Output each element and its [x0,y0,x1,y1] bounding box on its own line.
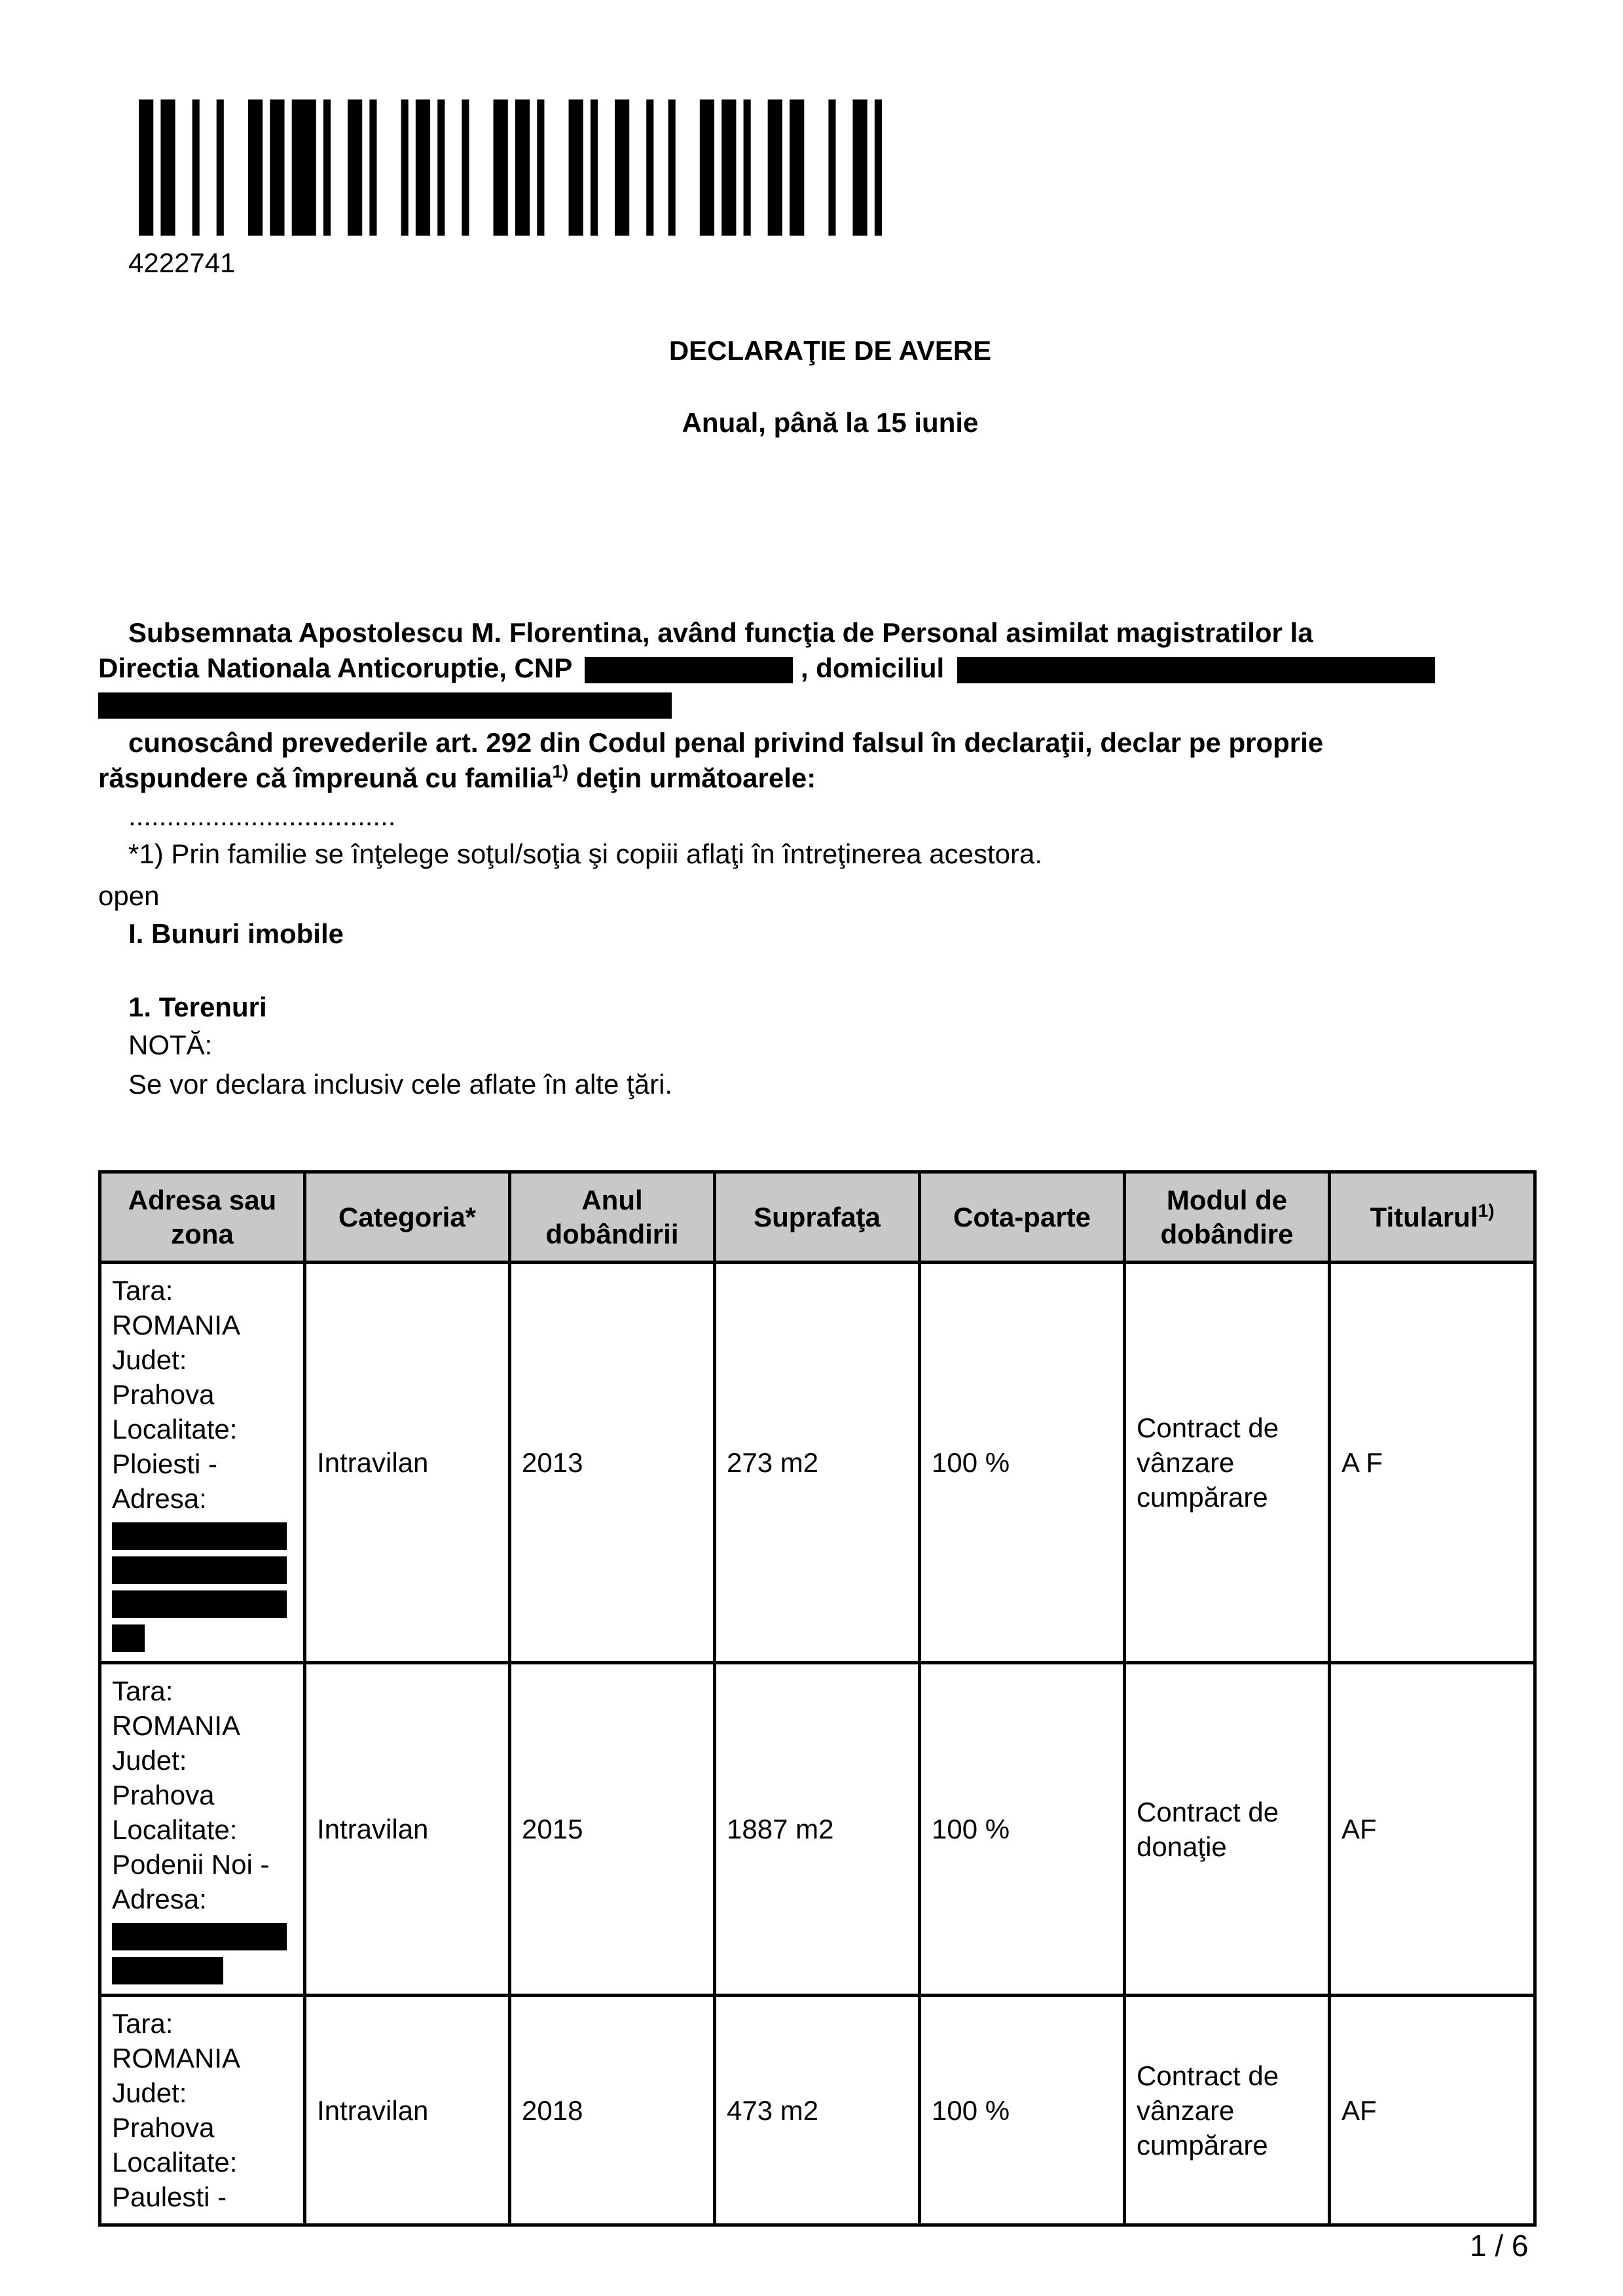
barcode-bar [401,99,409,236]
page-number: 1 / 6 [1470,2229,1529,2263]
cell-adresa [100,1263,305,1663]
header-categoria: Categoria* [305,1172,510,1263]
addr-judet: Judet: Prahova [112,1344,215,1410]
header-modul: Modul de dobândire [1125,1172,1330,1263]
cell-cota: 100 % [920,1996,1125,2225]
barcode-bar [668,99,676,236]
addr-adresa: Adresa: [112,1884,207,1914]
section-heading: I. Bunuri imobile [128,918,344,949]
dotted-line: ................................... [128,800,396,831]
header-titularul-sup: 1) [1478,1200,1495,1221]
cell-modul: Contract de donaţie [1125,1663,1330,1996]
barcode-bar [292,99,316,236]
barcode-bar [700,99,714,236]
barcode-bar [192,99,200,236]
redacted-cnp [585,657,793,683]
addr-adresa: Adresa: [112,1483,207,1514]
header-titularul [1330,1172,1535,1263]
barcode-bar [270,99,284,236]
addr-localitate: Localitate: Ploiesti - [112,1414,238,1479]
footnote-ref: 1) [552,761,569,781]
barcode-bar [537,99,544,236]
barcode-bar [615,99,629,236]
header-suprafata: Suprafaţa [715,1172,920,1263]
cell-suprafata: 1887 m2 [715,1663,920,1996]
header-cota: Cota-parte [920,1172,1125,1263]
addr-localitate: Localitate: Paulesti - [112,2147,238,2212]
barcode-bar [217,99,224,236]
redacted-street [112,1590,287,1618]
barcode [139,99,882,236]
addr-tara: Tara: ROMANIA [112,2008,241,2073]
table-row [100,1263,1535,1663]
barcode-bar [248,99,263,236]
barcode-number: 4222741 [128,247,236,278]
barcode-bar [323,99,331,236]
redacted-address [957,657,1435,683]
cell-suprafata: 473 m2 [715,1996,920,2225]
cell-categoria: Intravilan [305,1996,510,2225]
barcode-bar [515,99,530,236]
open-label: open [98,880,160,911]
cell-categoria: Intravilan [305,1663,510,1996]
cell-modul: Contract de vânzare cumpărare [1125,1263,1330,1663]
cell-anul: 2015 [510,1663,715,1996]
barcode-bar [369,99,376,236]
table-header-row [100,1172,1535,1263]
header-titularul-label: Titularul [1370,1201,1478,1232]
cell-cota: 100 % [920,1263,1125,1663]
barcode-bar [437,99,445,236]
domiciliu-label: , domiciliul [800,653,945,683]
barcode-bar [744,99,751,236]
declaration-line-2 [98,651,1435,686]
cell-categoria: Intravilan [305,1263,510,1663]
note-text: Se vor declara inclusiv cele aflate în alte ţări. [128,1069,673,1100]
document-subtitle: Anual, până la 15 iunie [682,407,979,438]
barcode-bar [875,99,882,236]
cell-anul: 2018 [510,1996,715,2225]
cell-adresa [100,1996,305,2225]
note-label: NOTĂ: [128,1030,213,1060]
declaration-line-4-end: deţin următoarele: [575,762,816,793]
redacted-street [112,1957,223,1984]
footnote-text: *1) Prin familie se înţelege soţul/soţia şi copiii aflaţi în întreţinerea acestora. [128,838,1043,869]
declaration-line-1: Subsemnata Apostolescu M. Florentina, având funcţia de Personal asimilat magistratilor la [128,617,1313,648]
cell-suprafata: 273 m2 [715,1263,920,1663]
barcode-bar [591,99,598,236]
table-row [100,1996,1535,2225]
cnp-label: Directia Nationala Anticoruptie, CNP [98,653,572,683]
cell-titularul: A F [1330,1263,1535,1663]
redacted-street [112,1624,145,1652]
cell-adresa [100,1663,305,1996]
table-row [100,1663,1535,1996]
cell-cota: 100 % [920,1663,1125,1996]
addr-tara: Tara: ROMANIA [112,1275,241,1340]
barcode-bar [646,99,653,236]
barcode-bar [139,99,153,236]
declaration-line-4-start: răspundere că împreună cu familia [98,762,553,793]
cell-titularul: AF [1330,1663,1535,1996]
addr-tara: Tara: ROMANIA [112,1676,241,1741]
addr-localitate: Localitate: Podenii Noi - [112,1814,270,1880]
cell-modul: Contract de vânzare cumpărare [1125,1996,1330,2225]
addr-judet: Judet: Prahova [112,1745,215,1810]
barcode-bar [852,99,867,236]
header-anul: Anul dobândirii [510,1172,715,1263]
redacted-address-continued [98,692,672,719]
barcode-bar [416,99,430,236]
subsection-heading: 1. Terenuri [128,992,267,1022]
declaration-line-3: cunoscând prevederile art. 292 din Codul penal privind falsul în declaraţii, declar pe proprie [128,727,1324,758]
header-adresa: Adresa sau zona [100,1172,305,1263]
barcode-bar [462,99,469,236]
barcode-bar [160,99,175,236]
redacted-street [112,1923,287,1950]
terenuri-table [98,1170,1537,2227]
document-title: DECLARAŢIE DE AVERE [668,335,992,366]
addr-judet: Judet: Prahova [112,2077,215,2143]
barcode-bar [569,99,583,236]
cell-titularul: AF [1330,1996,1535,2225]
barcode-bar [790,99,804,236]
redacted-street [112,1556,287,1584]
barcode-bar [768,99,782,236]
barcode-bar [828,99,835,236]
barcode-bar [494,99,508,236]
redacted-street [112,1522,287,1550]
declaration-line-4 [98,761,816,796]
barcode-bar [721,99,736,236]
barcode-bar [348,99,362,236]
cell-anul: 2013 [510,1263,715,1663]
